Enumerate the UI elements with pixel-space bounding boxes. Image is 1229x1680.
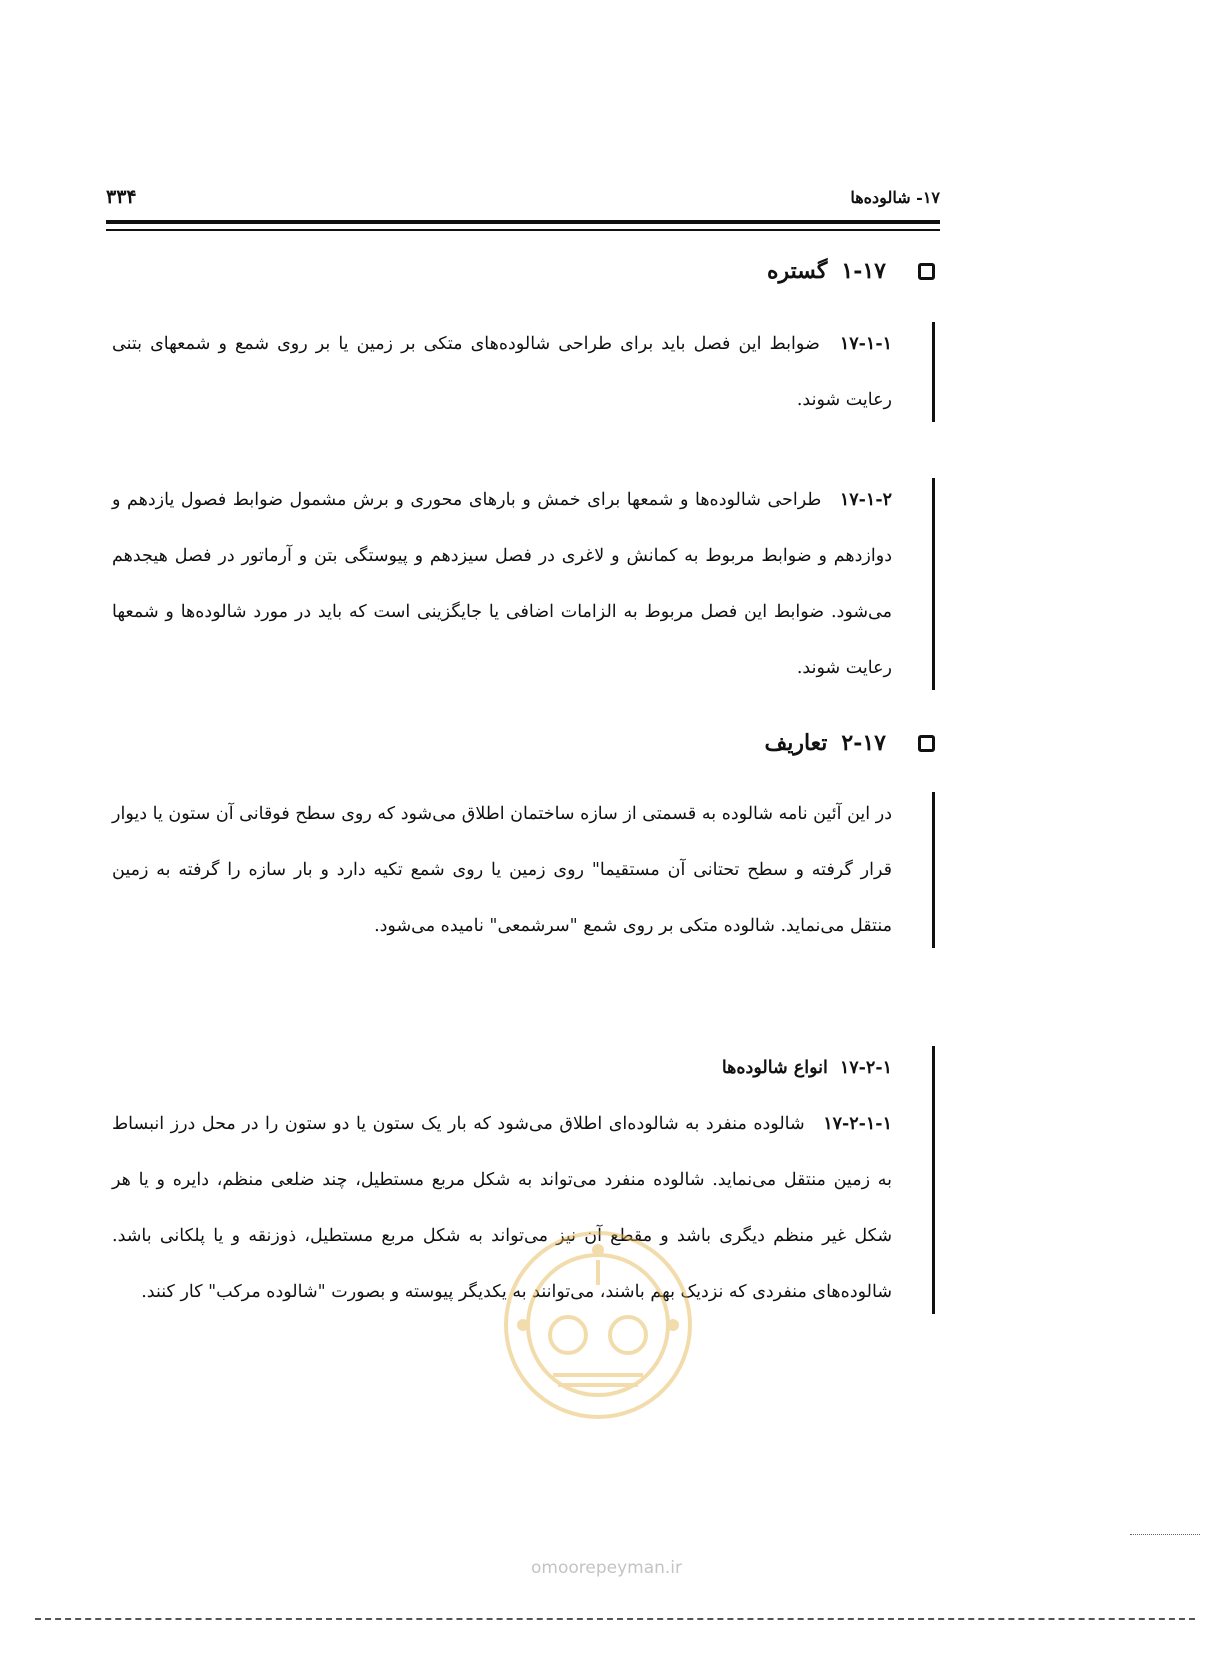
scan-artifact <box>1130 1534 1200 1535</box>
margin-change-bar <box>932 478 935 690</box>
subsection-title: انواع شالوده‌ها <box>721 1058 828 1078</box>
paragraph-text: ضوابط این فصل باید برای طراحی شالوده‌های متکی بر زمین یا بر روی شمع و شمعهای بتنی رعایت شوند. <box>112 334 892 410</box>
paragraph-17-1-2 <box>112 472 892 696</box>
square-bullet-icon <box>918 735 935 752</box>
subsection-17-2-1 <box>112 1040 892 1320</box>
paragraph-text: در این آئین نامه شالوده به قسمتی از سازه ساختمان اطلاق می‌شود که روی سطح فوقانی آن ستون یا دیوار قرار گرفته و سطح تحتانی آن مستقیما" روی زمین یا روی شمع تکیه دارد و بار سازه را گرفته به زمین منتقل می‌نماید. شالوده متکی بر روی شمع "سرشمعی" نامیده می‌شود. <box>112 804 892 936</box>
paragraph-label: ۱۷-۱-۱ <box>839 334 892 354</box>
section-2-heading <box>764 730 935 756</box>
header-rule-thin <box>106 229 940 231</box>
section-1-title: گستره <box>767 258 828 284</box>
section-1-number: ۱-۱۷ <box>841 258 886 284</box>
page-number: ۳۳۴ <box>106 186 137 208</box>
paragraph-text: طراحی شالوده‌ها و شمعها برای خمش و بارهای محوری و برش مشمول ضوابط فصول یازدهم و دوازدهم و ضوابط مربوط به کمانش و لاغری در فصل سیزدهم و پیوستگی بتن و آرماتور در فصل هیجدهم می‌شود. ضوابط این فصل مربوط به الزامات اضافی یا جایگزینی است که باید در مورد شالوده‌ها و شمعها رعایت شوند. <box>112 490 892 678</box>
subsection-label: ۱۷-۲-۱ <box>839 1058 892 1078</box>
header-rule-thick <box>106 220 940 224</box>
paragraph-label: ۱۷-۲-۱-۱ <box>823 1114 892 1134</box>
square-bullet-icon <box>918 263 935 280</box>
margin-change-bar <box>932 322 935 422</box>
scan-artifact <box>35 1618 1195 1620</box>
paragraph-text: شالوده منفرد به شالوده‌ای اطلاق می‌شود که بار یک ستون یا دو ستون را در محل درز انبساط به زمین منتقل می‌نماید. شالوده منفرد می‌تواند به شکل مربع مستطیل، چند ضلعی منظم، دایره و یا هر شکل غیر منظم دیگری باشد و مقطع آن نیز می‌تواند به شکل مربع مستطیل، ذوزنقه و یا پلکانی باشد. شالوده‌های منفردی که نزدیک بهم باشند، می‌توانند به یکدیگر پیوسته و بصورت "شالوده مرکب" کار کنند. <box>112 1114 892 1302</box>
margin-change-bar <box>932 792 935 948</box>
margin-change-bar <box>932 1046 935 1314</box>
section-1-heading <box>767 258 935 284</box>
section-2-title: تعاریف <box>764 730 828 756</box>
definitions-paragraph <box>112 786 892 954</box>
paragraph-17-1-1 <box>112 316 892 428</box>
watermark-site: omoorepeyman.ir <box>531 1558 683 1578</box>
subsection-heading <box>112 1040 892 1096</box>
paragraph-label: ۱۷-۱-۲ <box>839 490 892 510</box>
chapter-title: ۱۷- شالوده‌ها <box>850 188 940 207</box>
section-2-number: ۲-۱۷ <box>841 730 886 756</box>
page-header <box>106 188 940 208</box>
